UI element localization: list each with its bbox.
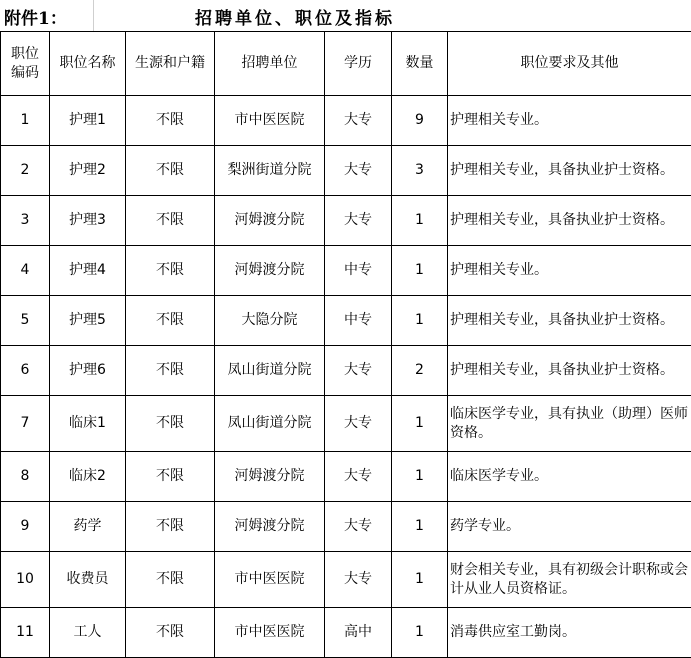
table-row xyxy=(1,96,691,146)
table-row xyxy=(1,502,691,552)
attachment-label: 附件1： xyxy=(4,4,67,29)
cell-quantity: 1 xyxy=(392,452,448,502)
cell-quantity: 2 xyxy=(392,346,448,396)
header-position-name: 职位名称 xyxy=(50,32,126,96)
cell-requirements: 护理相关专业。 xyxy=(448,246,691,296)
cell-requirements: 财会相关专业，具有初级会计职称或会计从业人员资格证。 xyxy=(448,552,691,608)
cell-position-name: 护理4 xyxy=(50,246,126,296)
cell-education: 大专 xyxy=(325,396,392,452)
cell-education: 大专 xyxy=(325,146,392,196)
table-row xyxy=(1,552,691,608)
cell-education: 大专 xyxy=(325,452,392,502)
header-education: 学历 xyxy=(325,32,392,96)
cell-code: 2 xyxy=(1,146,50,196)
cell-position-name: 临床2 xyxy=(50,452,126,502)
table-header-row xyxy=(1,32,691,96)
cell-unit: 河姆渡分院 xyxy=(215,452,325,502)
cell-position-name: 护理5 xyxy=(50,296,126,346)
cell-unit: 市中医医院 xyxy=(215,608,325,658)
cell-unit: 河姆渡分院 xyxy=(215,196,325,246)
title-row xyxy=(0,0,691,32)
cell-position-name: 护理1 xyxy=(50,96,126,146)
cell-position-name: 护理6 xyxy=(50,346,126,396)
recruitment-table xyxy=(0,31,691,658)
cell-education: 大专 xyxy=(325,96,392,146)
cell-origin: 不限 xyxy=(126,246,215,296)
cell-unit: 市中医医院 xyxy=(215,552,325,608)
table-row xyxy=(1,296,691,346)
cell-requirements: 护理相关专业，具备执业护士资格。 xyxy=(448,346,691,396)
cell-education: 中专 xyxy=(325,296,392,346)
cell-origin: 不限 xyxy=(126,196,215,246)
cell-unit: 河姆渡分院 xyxy=(215,246,325,296)
cell-code: 10 xyxy=(1,552,50,608)
cell-origin: 不限 xyxy=(126,502,215,552)
cell-quantity: 1 xyxy=(392,552,448,608)
cell-unit: 凤山街道分院 xyxy=(215,346,325,396)
cell-quantity: 1 xyxy=(392,608,448,658)
header-requirements: 职位要求及其他 xyxy=(448,32,691,96)
cell-code: 8 xyxy=(1,452,50,502)
cell-education: 大专 xyxy=(325,196,392,246)
cell-requirements: 护理相关专业。 xyxy=(448,96,691,146)
cell-requirements: 消毒供应室工勤岗。 xyxy=(448,608,691,658)
table-row xyxy=(1,396,691,452)
cell-education: 高中 xyxy=(325,608,392,658)
document-title: 招聘单位、职位及指标 xyxy=(195,4,395,29)
cell-code: 1 xyxy=(1,96,50,146)
cell-code: 5 xyxy=(1,296,50,346)
table-row xyxy=(1,246,691,296)
cell-quantity: 1 xyxy=(392,246,448,296)
cell-unit: 河姆渡分院 xyxy=(215,502,325,552)
header-code: 职位编码 xyxy=(1,32,50,96)
cell-education: 大专 xyxy=(325,552,392,608)
cell-origin: 不限 xyxy=(126,608,215,658)
cell-quantity: 1 xyxy=(392,196,448,246)
cell-unit: 梨洲街道分院 xyxy=(215,146,325,196)
cell-quantity: 1 xyxy=(392,502,448,552)
cell-requirements: 护理相关专业，具备执业护士资格。 xyxy=(448,296,691,346)
cell-origin: 不限 xyxy=(126,96,215,146)
cell-education: 大专 xyxy=(325,346,392,396)
cell-position-name: 护理2 xyxy=(50,146,126,196)
header-origin: 生源和户籍 xyxy=(126,32,215,96)
header-unit: 招聘单位 xyxy=(215,32,325,96)
cell-unit: 凤山街道分院 xyxy=(215,396,325,452)
cell-education: 大专 xyxy=(325,502,392,552)
table-row xyxy=(1,452,691,502)
cell-code: 9 xyxy=(1,502,50,552)
cell-position-name: 护理3 xyxy=(50,196,126,246)
cell-quantity: 9 xyxy=(392,96,448,146)
cell-requirements: 临床医学专业。 xyxy=(448,452,691,502)
cell-origin: 不限 xyxy=(126,296,215,346)
cell-quantity: 3 xyxy=(392,146,448,196)
cell-education: 中专 xyxy=(325,246,392,296)
table-row xyxy=(1,608,691,658)
cell-code: 7 xyxy=(1,396,50,452)
cell-position-name: 药学 xyxy=(50,502,126,552)
cell-origin: 不限 xyxy=(126,346,215,396)
cell-origin: 不限 xyxy=(126,396,215,452)
cell-position-name: 工人 xyxy=(50,608,126,658)
cell-unit: 大隐分院 xyxy=(215,296,325,346)
header-quantity: 数量 xyxy=(392,32,448,96)
cell-code: 4 xyxy=(1,246,50,296)
cell-quantity: 1 xyxy=(392,296,448,346)
cell-origin: 不限 xyxy=(126,452,215,502)
cell-requirements: 临床医学专业，具有执业（助理）医师资格。 xyxy=(448,396,691,452)
cell-position-name: 收费员 xyxy=(50,552,126,608)
cell-code: 3 xyxy=(1,196,50,246)
table-row xyxy=(1,146,691,196)
cell-quantity: 1 xyxy=(392,396,448,452)
cell-code: 6 xyxy=(1,346,50,396)
cell-requirements: 药学专业。 xyxy=(448,502,691,552)
table-row xyxy=(1,196,691,246)
table-row xyxy=(1,346,691,396)
cell-code: 11 xyxy=(1,608,50,658)
cell-requirements: 护理相关专业，具备执业护士资格。 xyxy=(448,146,691,196)
cell-position-name: 临床1 xyxy=(50,396,126,452)
cell-unit: 市中医医院 xyxy=(215,96,325,146)
cell-origin: 不限 xyxy=(126,146,215,196)
sheet-gridline xyxy=(93,0,94,31)
cell-requirements: 护理相关专业，具备执业护士资格。 xyxy=(448,196,691,246)
cell-origin: 不限 xyxy=(126,552,215,608)
